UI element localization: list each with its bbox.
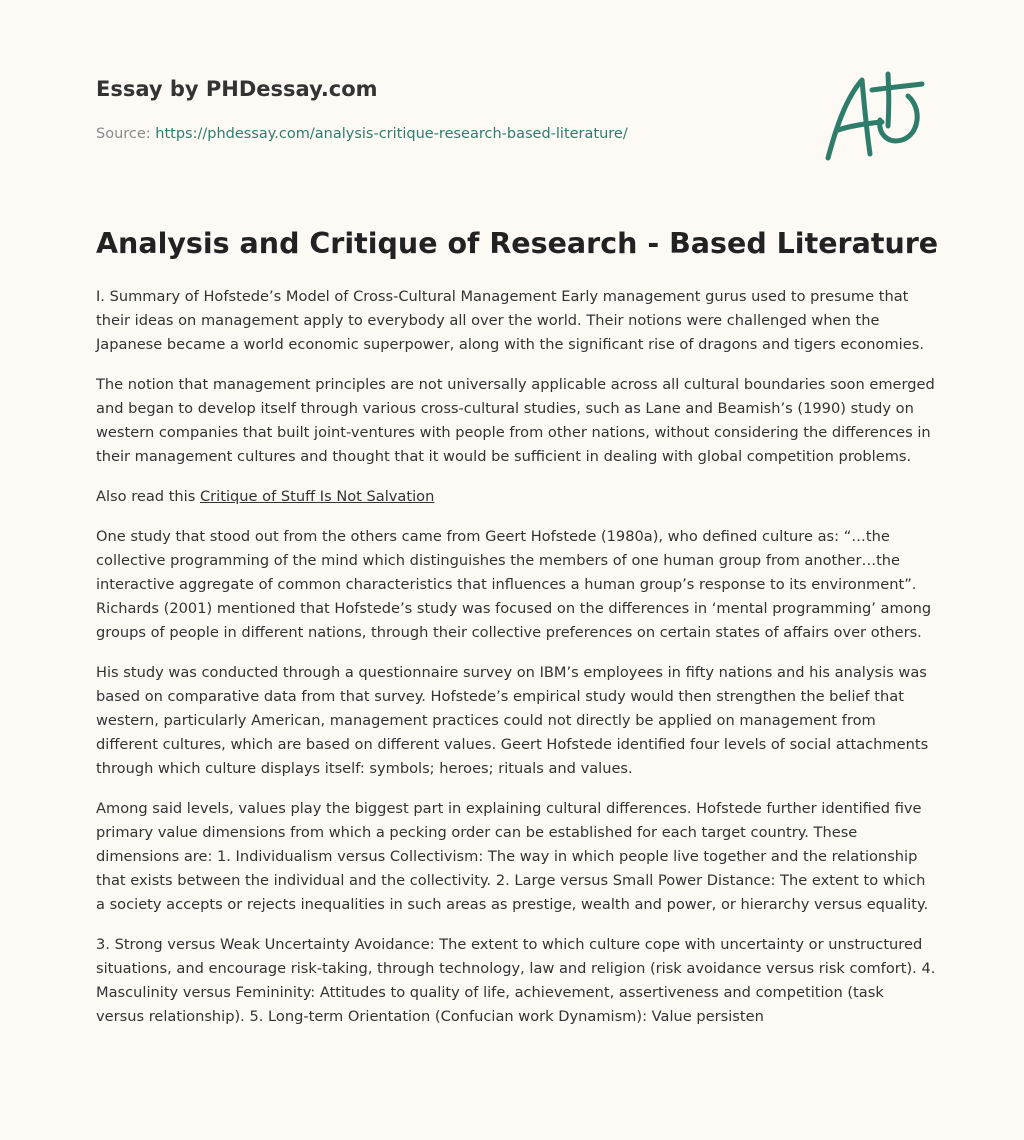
article-body (96, 285, 936, 1045)
also-read-link[interactable]: Critique of Stuff Is Not Salvation (199, 488, 435, 505)
paragraph: 3. Strong versus Weak Uncertainty Avoidance: The extent to which culture cope with uncertainty or unstructured situations, and encourage risk-taking, through technology, law and religion (risk avoidance versus risk comfort). 4. Masculinity versus Femininity: Attitudes to quality of life, achievement, assertiveness and competition (task versus relationship). 5. Long-term Orientation (Confucian work Dynamism): Value persisten (96, 936, 936, 1025)
also-read-line (96, 485, 936, 509)
page-header (96, 74, 736, 144)
also-read-prefix: Also read this (96, 488, 200, 505)
paragraph: One study that stood out from the others came from Geert Hofstede (1980a), who defined culture as: “…the collective programming of the mind which distinguishes the members of one human group from another…the interactive aggregate of common characteristics that influences a human group’s response to its environment”. Richards (2001) mentioned that Hofstede’s study was focused on the differences in ‘mental programming’ among groups of people in different nations, through their collective preferences on certain states of affairs over others. (96, 528, 932, 641)
paragraph: His study was conducted through a questionnaire survey on IBM’s employees in fifty nations and his analysis was based on comparative data from that survey. Hofstede’s empirical study would then strengthen the belief that western, particularly American, management practices could not directly be applied on management from different cultures, which are based on different values. Geert Hofstede identified four levels of social attachments through which culture displays itself: symbols; heroes; rituals and values. (96, 664, 929, 777)
paragraph: The notion that management principles are not universally applicable across all cultural boundaries soon emerged and began to develop itself through various cross-cultural studies, such as Lane and Beamish’s (1990) study on western companies that built joint-ventures with people from other nations, without considering the differences in their management cultures and thought that it would be sufficient in dealing with global competition problems. (96, 376, 935, 465)
brand-title: Essay by PHDessay.com (96, 77, 378, 101)
paragraph: I. Summary of Hofstede’s Model of Cross-Cultural Management Early management gurus used to presume that their ideas on management apply to everybody all over the world. Their notions were challenged when the Japanese became a world economic superpower, along with the significant rise of dragons and tigers economies. (96, 288, 924, 353)
a-plus-logo-icon (822, 68, 926, 164)
source-label: Source: (96, 126, 151, 142)
source-line (96, 124, 736, 144)
paragraph: Among said levels, values play the biggest part in explaining cultural differences. Hofstede further identified five primary value dimensions from which a pecking order can be established for each target country. These dimensions are: 1. Individualism versus Collectivism: The way in which people live together and the relationship that exists between the individual and the collectivity. 2. Large versus Small Power Distance: The extent to which a society accepts or rejects inequalities in such areas as prestige, wealth and power, or hierarchy versus equality. (96, 800, 929, 913)
source-link[interactable]: https://phdessay.com/analysis-critique-research-based-literature/ (155, 126, 628, 142)
article-title: Analysis and Critique of Research - Based Literature (96, 227, 939, 260)
